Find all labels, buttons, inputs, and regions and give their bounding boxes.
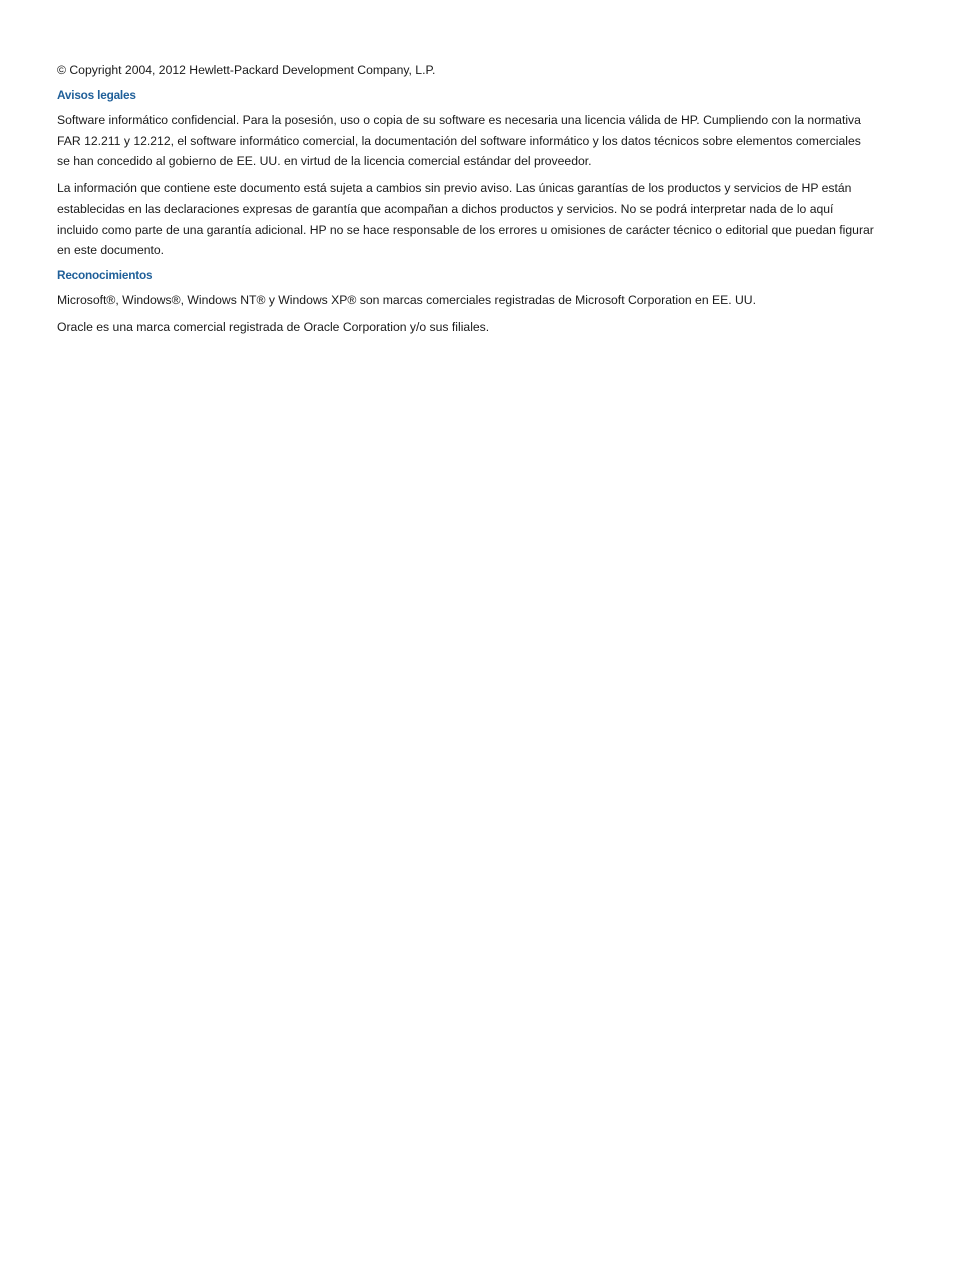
legal-notice-page [57,61,877,343]
legal-paragraph-warranty: La información que contiene este documento está sujeta a cambios sin previo aviso. Las únicas garantías de los productos y servicios de HP están establecidas en las declaraciones expresas de garantía que acompañan a dichos productos y servicios. No se podrá interpretar nada de lo aquí incluido como parte de una garantía adicional. HP no se hace responsable de los errores u omisiones de carácter técnico o editorial que puedan figurar en este documento. [57,181,874,258]
legal-notices-heading: Avisos legales [57,88,136,102]
acknowledgements-heading: Reconocimientos [57,267,153,282]
legal-paragraph-software-license: Software informático confidencial. Para la posesión, uso o copia de su software es necesaria una licencia válida de HP. Cumpliendo con la normativa FAR 12.211 y 12.212, el software informático comercial, la documentación del software informático y los datos técnicos sobre elementos comerciales se han concedido al gobierno de EE. UU. en virtud de la licencia comercial estándar del proveedor. [57,113,861,169]
copyright-notice: © Copyright 2004, 2012 Hewlett-Packard Development Company, L.P. [57,63,436,77]
acknowledgement-oracle: Oracle es una marca comercial registrada de Oracle Corporation y/o sus filiales. [57,319,490,334]
acknowledgement-microsoft: Microsoft®, Windows®, Windows NT® y Windows XP® son marcas comerciales registradas de Microsoft Corporation en EE. UU. [57,292,756,307]
